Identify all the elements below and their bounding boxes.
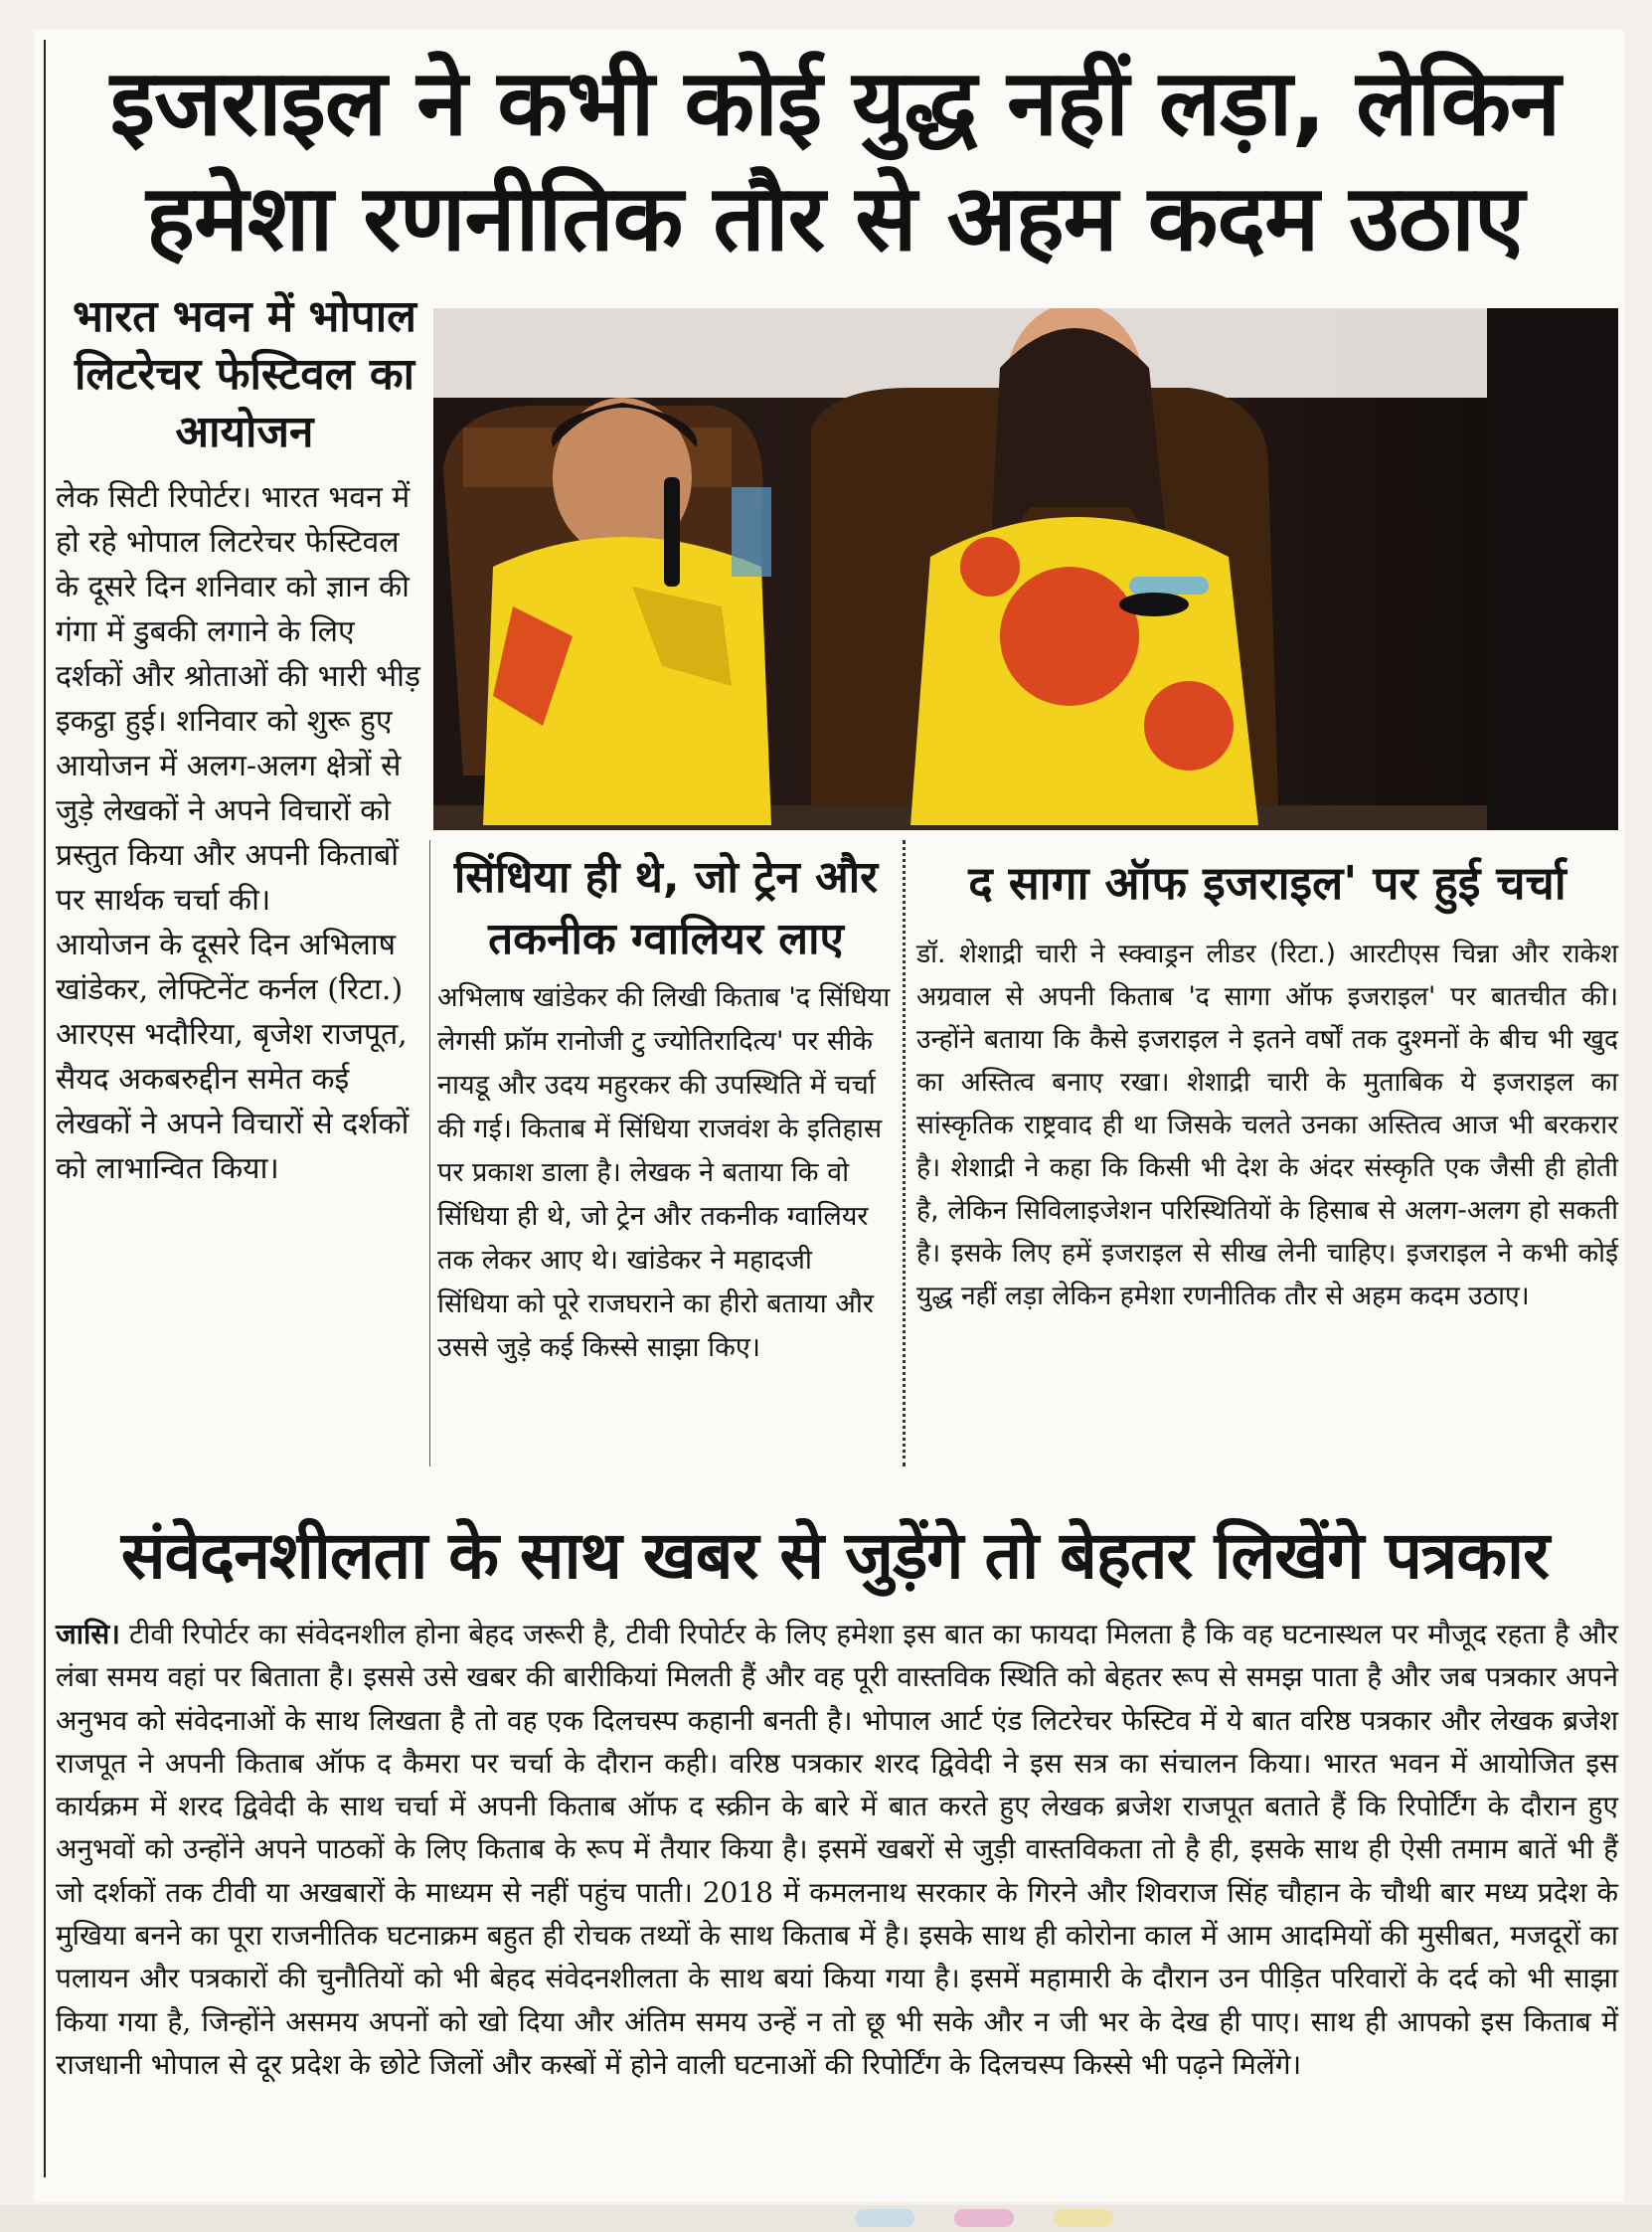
scan-edge: [0, 2205, 1652, 2232]
scindia-body: अभिलाष खांडेकर की लिखी किताब 'द सिंधिया लेगसी फ्रॉम रानोजी टु ज्योतिरादित्य' पर सीके नायडू और उदय महुरकर की उपस्थिति में चर्चा की गई। किताब में सिंधिया राजवंश के इतिहास पर प्रकाश डाला है। लेखक ने बताया कि वो सिंधिया ही थे, जो ट्रेन और तकनीक ग्वालियर तक लेकर आए थे। खांडेकर ने महादजी सिंधिया को पूरे राजघराने का हीरो बताया और उससे जुड़े कई किस्से साझा किए।: [437, 982, 891, 1363]
sidebar-column: [56, 475, 423, 1191]
scindia-heading: सिंधिया ही थे, जो ट्रेन और तकनीक ग्वालियर लाए: [453, 852, 879, 964]
sidebar-paragraph-1: भारत भवन में हो रहे भोपाल लिटरेचर फेस्टिवल के दूसरे दिन शनिवार को ज्ञान की गंगा में डुबकी लगाने के लिए दर्शकों और श्रोताओं की भारी भीड़ इकट्ठा हुई। शनिवार को शुरू हुए आयोजन में अलग-अलग क्षेत्रों से जुड़े लेखकों ने अपने विचारों को प्रस्तुत किया और अपनी किताबों पर सार्थक चर्चा की।: [56, 480, 420, 918]
journalism-text: टीवी रिपोर्टर का संवेदनशील होना बेहद जरूरी है, टीवी रिपोर्टर के लिए हमेशा इस बात का फायदा मिलता है कि वह घटनास्थल पर मौजूद रहता है और लंबा समय वहां पर बिताता है। इससे उसे खबर की बारीकियां मिलती हैं और वह पूरी वास्तविक स्थिति को बेहतर रूप से समझ पाता है और जब पत्रकार अपने अनुभव को संवेदनाओं के साथ लिखता है तो वह एक दिलचस्प कहानी बनती है। भोपाल आर्ट एंड लिटरेचर फेस्टिव में ये बात वरिष्ठ पत्रकार और लेखक ब्रजेश राजपूत ने अपनी किताब ऑफ द कैमरा पर चर्चा के दौरान कही। वरिष्ठ पत्रकार शरद द्विवेदी ने इस सत्र का संचालन किया। भारत भवन में आयोजित इस कार्यक्रम में शरद द्विवेदी के साथ चर्चा में अपनी किताब ऑफ द स्क्रीन के बारे में बात करते हुए लेखक ब्रजेश राजपूत बताते हैं कि रिपोर्टिंग के दौरान हुए अनुभवों को उन्होंने अपने पाठकों के लिए किताब के रूप में तैयार किया है। इसमें खबरों से जुड़ी वास्तविकता तो है ही, इसके साथ ही ऐसी तमाम बातें भी हैं जो दर्शकों तक टीवी या अखबारों के माध्यम से नहीं पहुंच पाती। 2018 में कमलनाथ सरकार के गिरने और शिवराज सिंह चौहान के चौथी बार मध्य प्रदेश के मुखिया बनने का पूरा राजनीतिक घटनाक्रम बहुत ही रोचक तथ्यों के साथ किताब में है। इसके साथ ही कोरोना काल में आम आदमियों की मुसीबत, मजदूरों का पलायन और पत्रकारों की चुनौतियों को भी बेहद संवेदनशीलता के साथ बयां किया गया है। इसमें महामारी के दौरान उन पीड़ित परिवारों के दर्द को भी साझा किया गया है, जिन्होंने असमय अपनों को खो दिया और अंतिम समय उन्हें न तो छू भी सके और न जी भर के देख ही पाए। साथ ही आपको इस किताब में राजधानी भोपाल से दूर प्रदेश के छोटे जिलों और कस्बों में होने वाली घटनाओं की रिपोर्टिंग के दिलचस्प किस्से भी पढ़ने मिलेंगे।: [56, 1618, 1618, 2081]
sidebar-heading: भारत भवन में भोपाल लिटरेचर फेस्टिवल का आयोजन: [72, 291, 417, 457]
israel-body: डॉ. शेशाद्री चारी ने स्क्वाड्रन लीडर (रिटा.) आरटीएस चिन्ना और राकेश अग्रवाल से अपनी किताब 'द सागा ऑफ इजराइल' पर बातचीत की। उन्होंने बताया कि कैसे इजराइल ने इतने वर्षों तक दुश्मनों के बीच भी खुद का अस्तित्व बनाए रखा। शेशाद्री चारी के मुताबिक ये इजराइल का सांस्कृतिक राष्ट्रवाद ही था जिसके चलते उनका अस्तित्व आज भी बरकरार है। शेशाद्री ने कहा कि किसी भी देश के अंदर संस्कृति एक जैसी ही होती है, लेकिन सिविलाइजेशन परिस्थितियों के हिसाब से अलग-अलग हो सकती है। इसके लिए हमें इजराइल से सीख लेनी चाहिए। इजराइल ने कभी कोई युद्ध नहीं लड़ा लेकिन हमेशा रणनीतिक तौर से अहम कदम उठाए।: [916, 939, 1618, 1311]
color-swatch: [954, 2209, 1014, 2227]
israel-heading: द सागा ऑफ इजराइल' पर हुई चर्चा: [968, 856, 1567, 910]
journalism-heading: संवेदनशीलता के साथ खबर से जुड़ेंगे तो बेहतर लिखेंगे पत्रकार: [120, 1517, 1550, 1594]
journalism-dateline: जासि।: [56, 1618, 120, 1650]
event-photo: [433, 308, 1618, 830]
journalism-body: [56, 1613, 1618, 2086]
column-rule-dotted: [903, 840, 906, 1466]
headline-line-2: हमेशा रणनीतिक तौर से अहम कदम उठाए: [146, 165, 1524, 271]
column-rule: [429, 840, 430, 1466]
color-swatch: [855, 2209, 914, 2227]
sidebar-paragraph-2: आयोजन के दूसरे दिन अभिलाष खांडेकर, लेफ्टिनेंट कर्नल (रिटा.) आरएस भदौरिया, बृजेश राजपूत, सैयद अकबरुद्दीन समेत कई लेखकों ने अपने विचारों से दर्शकों को लाभान्वित किया।: [56, 928, 410, 1186]
headline-line-1: इजराइल ने कभी कोई युद्ध नहीं लड़ा, लेकिन: [109, 50, 1561, 156]
main-headline: [50, 46, 1620, 276]
dateline: लेक सिटी रिपोर्टर।: [56, 480, 252, 515]
color-swatch: [1054, 2209, 1113, 2227]
column-rule: [44, 40, 46, 2177]
